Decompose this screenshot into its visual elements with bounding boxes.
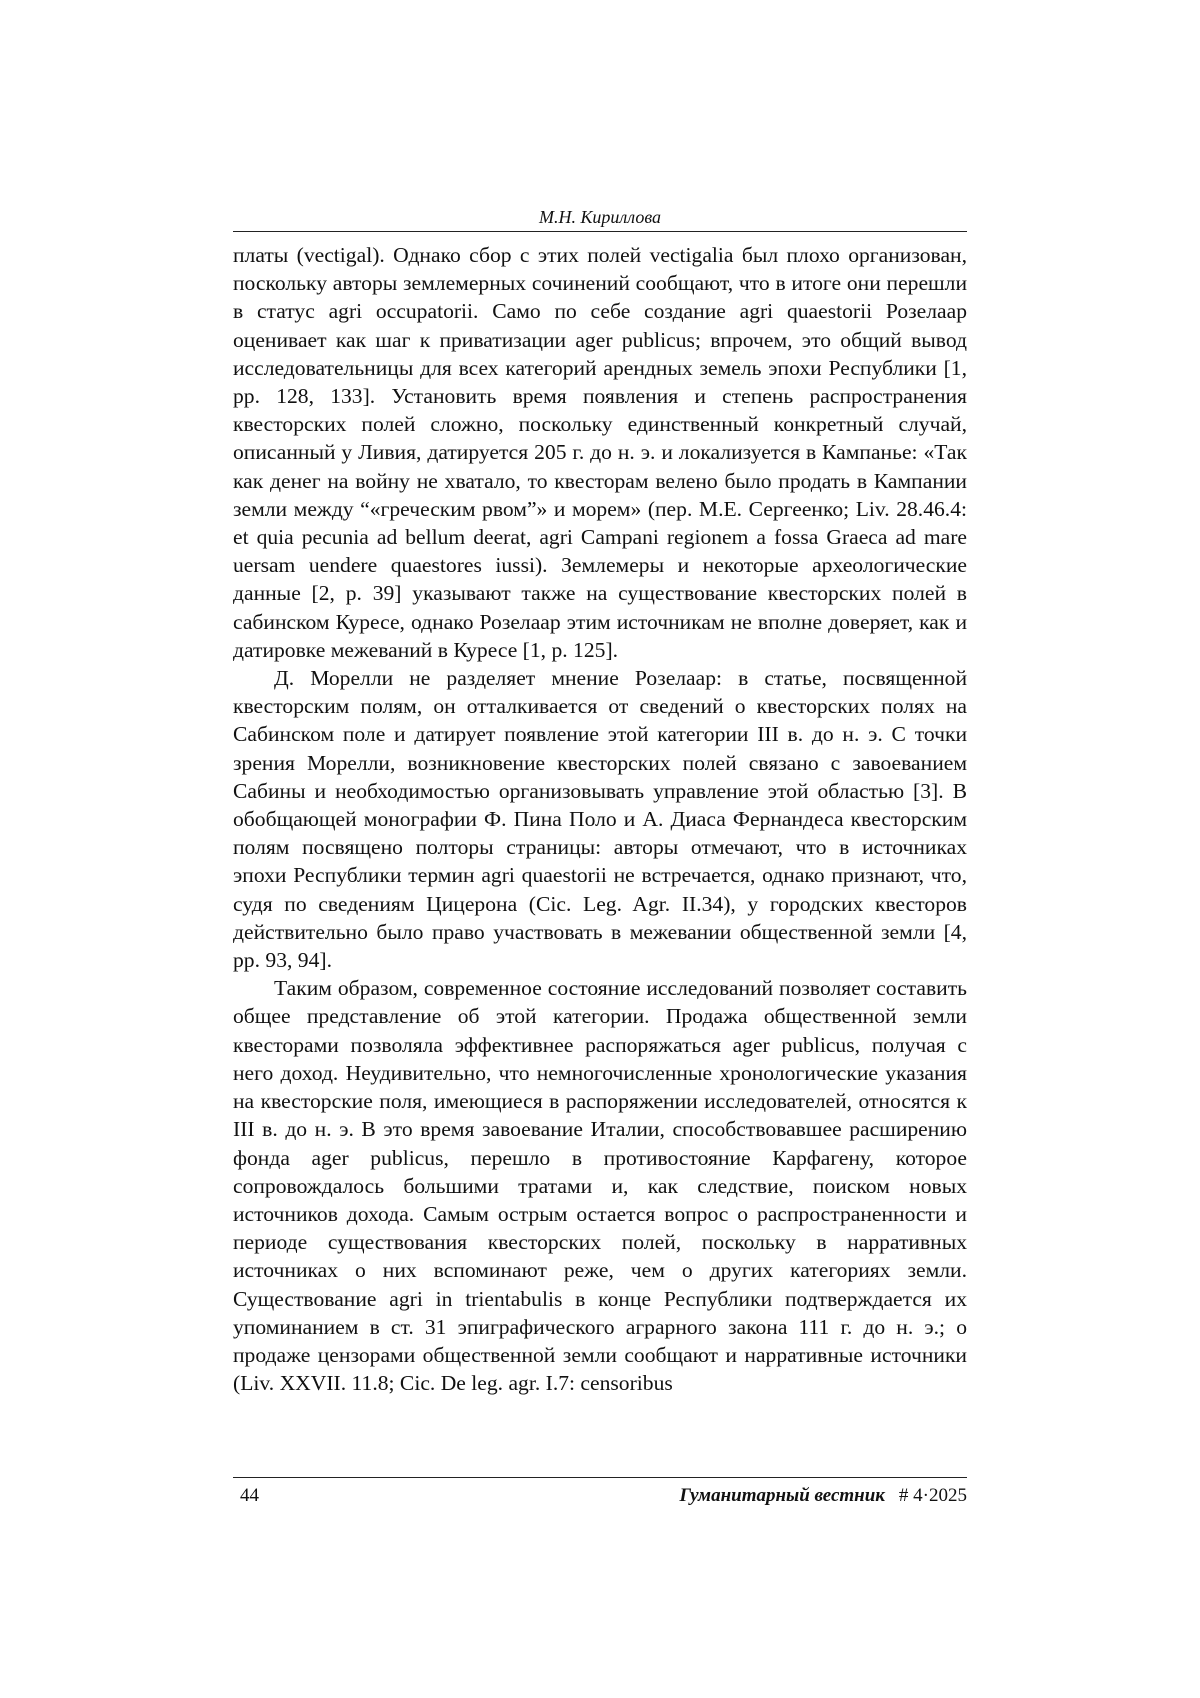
journal-title: Гуманитарный вестник: [679, 1485, 885, 1506]
page-number: 44: [240, 1485, 259, 1506]
journal-footer: [679, 1484, 967, 1508]
paragraph: Таким образом, современное состояние исследований позволяет составить общее представление об этой категории. Продажа общественной земли квесторами позволяла эффективнее распоряжаться ager publicus, получая с него доход. Неудивительно, что немногочисленные хронологические указания на квесторские поля, имеющиеся в распоряжении исследователей, относятся к III в. до н. э. В это время завоевание Италии, способствовавшее расширению фонда ager publicus, перешло в противостояние Карфагену, которое сопровождалось большими тратами и, как следствие, поиском новых источников дохода. Самым острым остается вопрос о распространенности и периоде существования квесторских полей, поскольку в нарративных источниках о них вспоминают реже, чем о других категориях земли. Существование agri in trientabulis в конце Республики подтверждается их упоминанием в ст. 31 эпиграфического аграрного закона 111 г. до н. э.; о продаже цензорами общественной земли сообщают и нарративные источники (Liv. XXVII. 11.8; Cic. De leg. agr. I.7: censoribus: [233, 976, 967, 1396]
article-body: [233, 241, 967, 1397]
journal-issue: # 4·2025: [898, 1485, 967, 1506]
header-rule: [233, 231, 967, 232]
paragraph-continuation: платы (vectigal). Однако сбор с этих полей vectigalia был плохо организован, поскольку авторы землемерных сочинений сообщают, что в итоге они перешли в статус agri occupatorii. Само по себе создание agri quaestorii Розелаар оценивает как шаг к приватизации ager publicus; впрочем, это общий вывод исследовательницы для всех категорий арендных земель эпохи Республики [1, pp. 128, 133]. Установить время появления и степень распространения квесторских полей сложно, поскольку единственный конкретный случай, описанный у Ливия, датируется 205 г. до н. э. и локализуется в Кампанье: «Так как денег на войну не хватало, то квесторам велено было продать в Кампании земли между “«греческим рвом”» и морем» (пер. М.Е. Сергеенко; Liv. 28.46.4: et quia pecunia ad bellum deerat, agri Campani regionem a fossa Graeca ad mare uersam uendere quaestores iussi). Землемеры и некоторые археологические данные [2, p. 39] указывают также на существование квесторских полей в сабинском Куресе, однако Розелаар этим источникам не вполне доверяет, как и датировке межеваний в Куресе [1, p. 125].: [233, 243, 967, 662]
paragraph: Д. Морелли не разделяет мнение Розелаар: в статье, посвященной квесторским полям, он отталкивается от сведений о квесторских полях на Сабинском поле и датирует появление этой категории III в. до н. э. С точки зрения Морелли, возникновение квесторских полей связано с завоеванием Сабины и необходимостью организовывать управление этой областью [3]. В обобщающей монографии Ф. Пина Поло и А. Диаса Фернандеса квесторским полям посвящено полторы страницы: авторы отмечают, что в источниках эпохи Республики термин agri quaestorii не встречается, однако признают, что, судя по сведениям Цицерона (Cic. Leg. Agr. II.34), у городских квесторов действительно было право участвовать в межевании общественной земли [4, pp. 93, 94].: [233, 666, 967, 973]
footer-rule: [233, 1477, 967, 1478]
running-head-author: М.Н. Кириллова: [538, 207, 662, 227]
